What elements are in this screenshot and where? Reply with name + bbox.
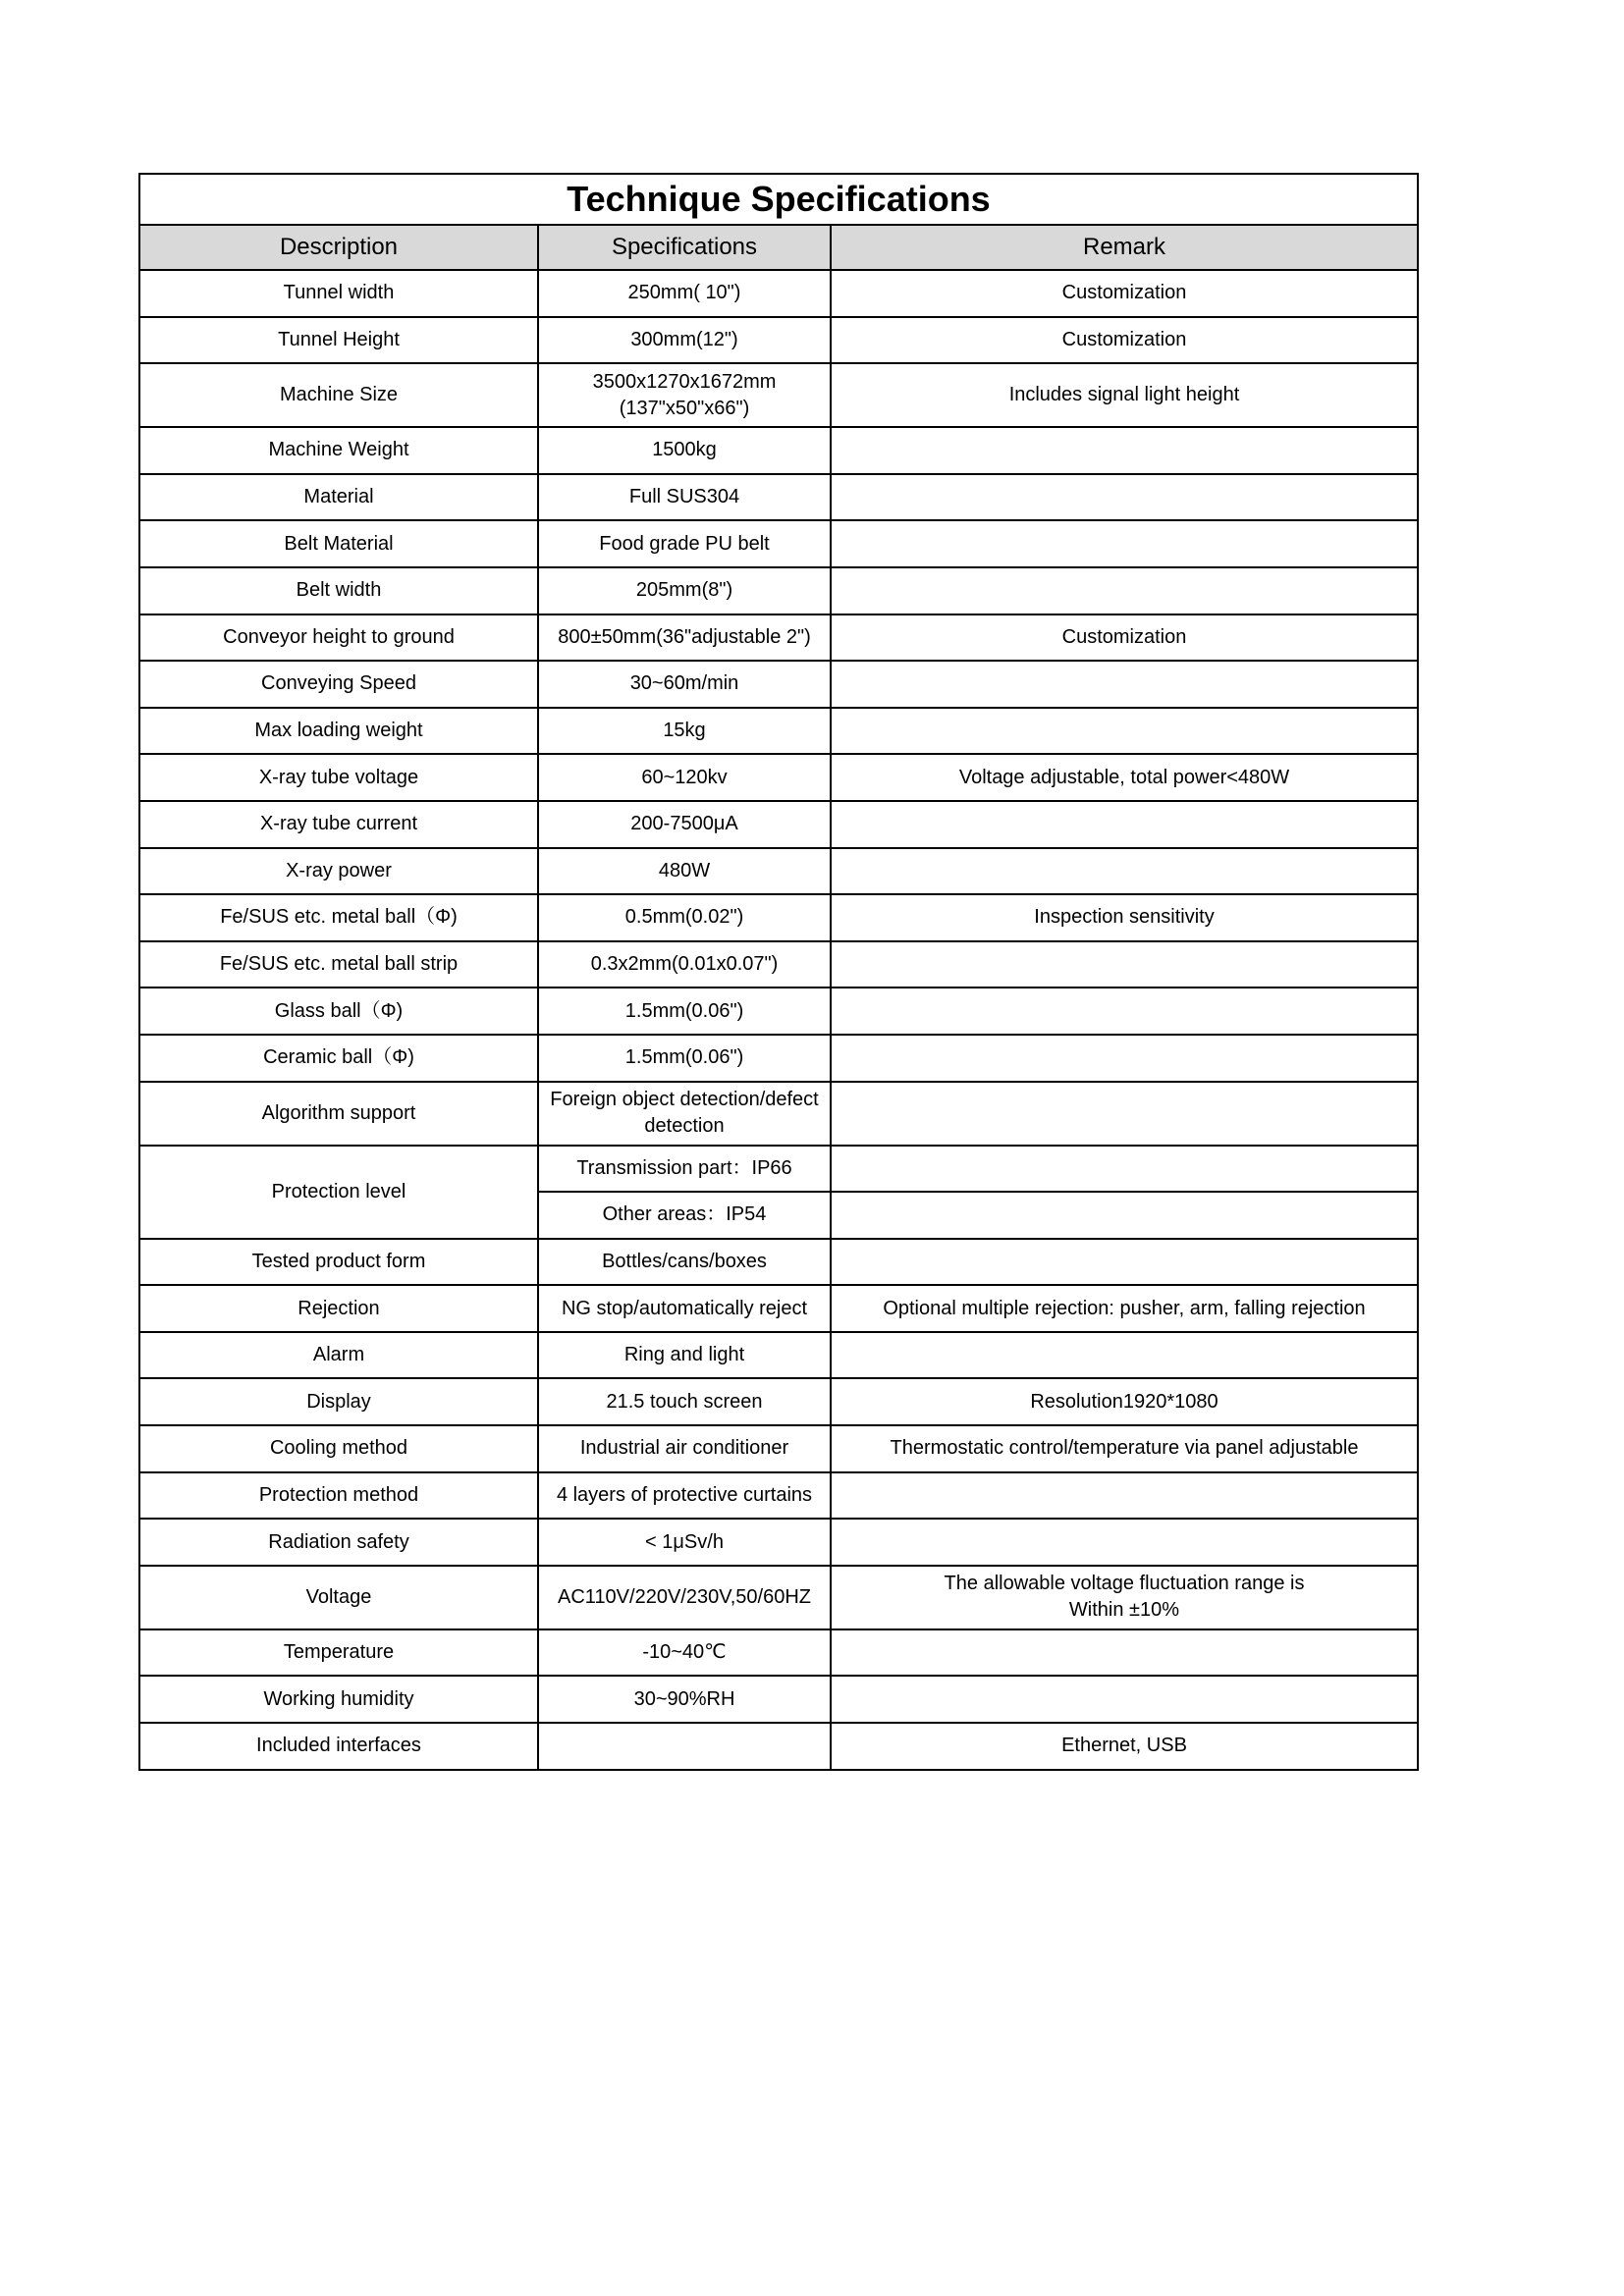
- specification-cell: 480W: [538, 848, 831, 895]
- table-row: [139, 567, 1418, 614]
- spec-table: [138, 173, 1419, 1771]
- table-row: [139, 427, 1418, 474]
- specification-cell: 250mm( 10"): [538, 270, 831, 317]
- remark-cell: [831, 520, 1418, 567]
- specification-cell: 1500kg: [538, 427, 831, 474]
- remark-cell: [831, 1192, 1418, 1239]
- specification-cell: [538, 1723, 831, 1770]
- description-cell: Protection level: [139, 1146, 538, 1239]
- specification-cell: Other areas：IP54: [538, 1192, 831, 1239]
- description-cell: Belt Material: [139, 520, 538, 567]
- description-cell: Machine Weight: [139, 427, 538, 474]
- remark-cell: Optional multiple rejection: pusher, arm, falling rejection: [831, 1285, 1418, 1332]
- remark-cell: Ethernet, USB: [831, 1723, 1418, 1770]
- specification-cell: 1.5mm(0.06"): [538, 988, 831, 1035]
- header-description: Description: [139, 225, 538, 270]
- table-row: [139, 894, 1418, 941]
- remark-cell: Inspection sensitivity: [831, 894, 1418, 941]
- table-row: [139, 614, 1418, 662]
- remark-cell: [831, 661, 1418, 708]
- specification-cell: 0.3x2mm(0.01x0.07"): [538, 941, 831, 988]
- description-cell: Protection method: [139, 1472, 538, 1520]
- table-row: [139, 754, 1418, 801]
- specification-cell: 200-7500μA: [538, 801, 831, 848]
- description-cell: Tested product form: [139, 1239, 538, 1286]
- remark-cell: [831, 1472, 1418, 1520]
- specification-cell: 30~90%RH: [538, 1676, 831, 1723]
- specification-cell: NG stop/automatically reject: [538, 1285, 831, 1332]
- description-cell: X-ray power: [139, 848, 538, 895]
- remark-cell: [831, 988, 1418, 1035]
- header-specifications: Specifications: [538, 225, 831, 270]
- table-row: [139, 848, 1418, 895]
- remark-cell: Includes signal light height: [831, 363, 1418, 427]
- description-cell: Tunnel Height: [139, 317, 538, 364]
- table-row: [139, 1425, 1418, 1472]
- description-cell: Tunnel width: [139, 270, 538, 317]
- table-title: Technique Specifications: [139, 174, 1418, 225]
- table-row: [139, 1239, 1418, 1286]
- specification-cell: 4 layers of protective curtains: [538, 1472, 831, 1520]
- specification-cell: -10~40℃: [538, 1629, 831, 1677]
- specification-cell: 60~120kv: [538, 754, 831, 801]
- table-row: [139, 270, 1418, 317]
- remark-cell: [831, 1082, 1418, 1146]
- description-cell: Glass ball（Φ): [139, 988, 538, 1035]
- table-row: [139, 1676, 1418, 1723]
- description-cell: Material: [139, 474, 538, 521]
- description-cell: X-ray tube voltage: [139, 754, 538, 801]
- specification-cell: Bottles/cans/boxes: [538, 1239, 831, 1286]
- table-row: [139, 1519, 1418, 1566]
- specification-cell: 205mm(8"): [538, 567, 831, 614]
- remark-cell: The allowable voltage fluctuation range is Within ±10%: [831, 1566, 1418, 1629]
- remark-cell: [831, 1519, 1418, 1566]
- table-row: [139, 1082, 1418, 1146]
- remark-cell: [831, 1146, 1418, 1193]
- description-cell: Ceramic ball（Φ): [139, 1035, 538, 1082]
- specification-cell: 1.5mm(0.06"): [538, 1035, 831, 1082]
- description-cell: Alarm: [139, 1332, 538, 1379]
- specification-cell: 3500x1270x1672mm (137"x50"x66"): [538, 363, 831, 427]
- table-row: [139, 1723, 1418, 1770]
- description-cell: Algorithm support: [139, 1082, 538, 1146]
- description-cell: Display: [139, 1378, 538, 1425]
- remark-cell: Customization: [831, 317, 1418, 364]
- table-row: [139, 1629, 1418, 1677]
- remark-cell: [831, 1332, 1418, 1379]
- header-remark: Remark: [831, 225, 1418, 270]
- specification-cell: Foreign object detection/defect detection: [538, 1082, 831, 1146]
- table-row: [139, 941, 1418, 988]
- description-cell: Temperature: [139, 1629, 538, 1677]
- description-cell: Conveying Speed: [139, 661, 538, 708]
- spec-body: [139, 270, 1418, 1770]
- remark-cell: [831, 1676, 1418, 1723]
- header-row: [139, 225, 1418, 270]
- remark-cell: [831, 474, 1418, 521]
- description-cell: Machine Size: [139, 363, 538, 427]
- description-cell: Max loading weight: [139, 708, 538, 755]
- remark-cell: [831, 708, 1418, 755]
- remark-cell: Voltage adjustable, total power<480W: [831, 754, 1418, 801]
- table-row: [139, 1035, 1418, 1082]
- table-row: [139, 661, 1418, 708]
- description-cell: Conveyor height to ground: [139, 614, 538, 662]
- specification-cell: Industrial air conditioner: [538, 1425, 831, 1472]
- table-row: [139, 988, 1418, 1035]
- specification-cell: Transmission part：IP66: [538, 1146, 831, 1193]
- specification-cell: AC110V/220V/230V,50/60HZ: [538, 1566, 831, 1629]
- specification-cell: Ring and light: [538, 1332, 831, 1379]
- title-row: [139, 174, 1418, 225]
- specification-cell: 0.5mm(0.02"): [538, 894, 831, 941]
- specification-cell: Food grade PU belt: [538, 520, 831, 567]
- description-cell: Fe/SUS etc. metal ball（Φ): [139, 894, 538, 941]
- remark-cell: [831, 1239, 1418, 1286]
- remark-cell: Customization: [831, 270, 1418, 317]
- specification-cell: 800±50mm(36"adjustable 2"): [538, 614, 831, 662]
- table-row: [139, 317, 1418, 364]
- remark-cell: [831, 848, 1418, 895]
- table-row: [139, 1285, 1418, 1332]
- description-cell: X-ray tube current: [139, 801, 538, 848]
- specification-cell: Full SUS304: [538, 474, 831, 521]
- table-row: [139, 1472, 1418, 1520]
- description-cell: Cooling method: [139, 1425, 538, 1472]
- specification-cell: 15kg: [538, 708, 831, 755]
- remark-cell: [831, 1629, 1418, 1677]
- table-row: [139, 1146, 1418, 1193]
- table-row: [139, 474, 1418, 521]
- remark-cell: [831, 567, 1418, 614]
- table-row: [139, 801, 1418, 848]
- table-row: [139, 1566, 1418, 1629]
- remark-cell: [831, 1035, 1418, 1082]
- remark-cell: Customization: [831, 614, 1418, 662]
- description-cell: Belt width: [139, 567, 538, 614]
- description-cell: Fe/SUS etc. metal ball strip: [139, 941, 538, 988]
- specification-cell: < 1μSv/h: [538, 1519, 831, 1566]
- table-row: [139, 708, 1418, 755]
- description-cell: Radiation safety: [139, 1519, 538, 1566]
- remark-cell: [831, 801, 1418, 848]
- table-row: [139, 520, 1418, 567]
- specification-cell: 30~60m/min: [538, 661, 831, 708]
- description-cell: Included interfaces: [139, 1723, 538, 1770]
- remark-cell: [831, 941, 1418, 988]
- specification-cell: 300mm(12"): [538, 317, 831, 364]
- table-row: [139, 363, 1418, 427]
- table-row: [139, 1378, 1418, 1425]
- remark-cell: [831, 427, 1418, 474]
- table-row: [139, 1332, 1418, 1379]
- description-cell: Voltage: [139, 1566, 538, 1629]
- remark-cell: Thermostatic control/temperature via panel adjustable: [831, 1425, 1418, 1472]
- specification-cell: 21.5 touch screen: [538, 1378, 831, 1425]
- description-cell: Rejection: [139, 1285, 538, 1332]
- remark-cell: Resolution1920*1080: [831, 1378, 1418, 1425]
- description-cell: Working humidity: [139, 1676, 538, 1723]
